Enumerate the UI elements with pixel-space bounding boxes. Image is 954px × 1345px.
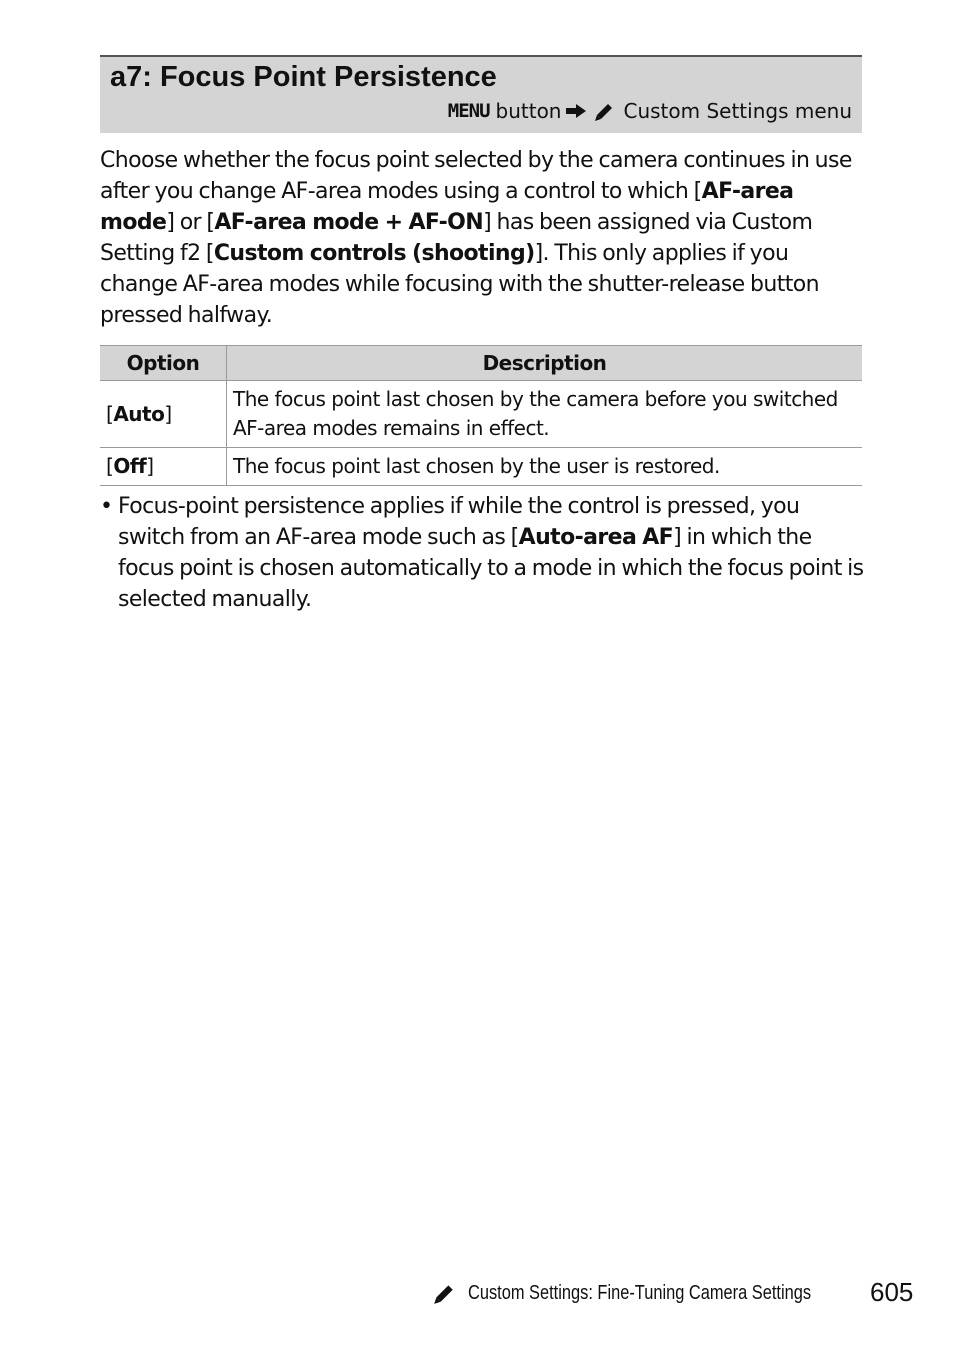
page-footer (432, 1276, 868, 1310)
setting-af-area-mode-af-on: AF-area mode + AF-ON (214, 210, 484, 235)
bullet-note: • Focus-point persistence applies if while the control is pressed, you switch from an AF-area mode such as [Auto-area AF] in which the focus point is chosen automatically to a mode in which the focus point is selected manually. (100, 491, 868, 615)
description-cell: The focus point last chosen by the camera before you switched AF-area modes remains in effect. (227, 381, 863, 448)
pencil-icon (432, 1282, 456, 1304)
page-number: 605 (870, 1277, 914, 1307)
setting-auto-area-af: Auto-area AF (518, 525, 674, 550)
menu-name: Custom Settings menu (623, 99, 852, 123)
description-cell: The focus point last chosen by the user is restored. (227, 448, 863, 486)
footer-section-title: Custom Settings: Fine-Tuning Camera Settings (468, 1281, 812, 1304)
pencil-icon (593, 101, 615, 121)
option-cell: [Off] (100, 448, 227, 486)
setting-custom-controls: Custom controls (shooting) (213, 241, 535, 266)
page-title: a7: Focus Point Persistence (110, 61, 497, 93)
column-header-option: Option (100, 346, 227, 381)
section-header (100, 55, 862, 133)
setting-af-area-mode: AF-area mode (100, 179, 794, 235)
option-cell: [Auto] (100, 381, 227, 448)
menu-path (448, 99, 852, 123)
column-header-description: Description (227, 346, 863, 381)
bullet-dot: • (100, 494, 113, 519)
button-word: button (495, 99, 562, 123)
options-table (100, 345, 862, 486)
intro-paragraph: Choose whether the focus point selected by the camera continues in use after you change AF-area modes using a control to which [AF-area mode] or [AF-area mode + AF-ON] has been assigned via Custom Setting f2 [Custom controls (shooting)]. This only applies if you change AF-area modes while focusing with the shutter-release button pressed halfway. (100, 148, 852, 328)
arrow-right-icon (565, 103, 587, 119)
table-row (100, 448, 862, 486)
table-row (100, 381, 862, 448)
menu-button-label: MENU (447, 100, 490, 122)
